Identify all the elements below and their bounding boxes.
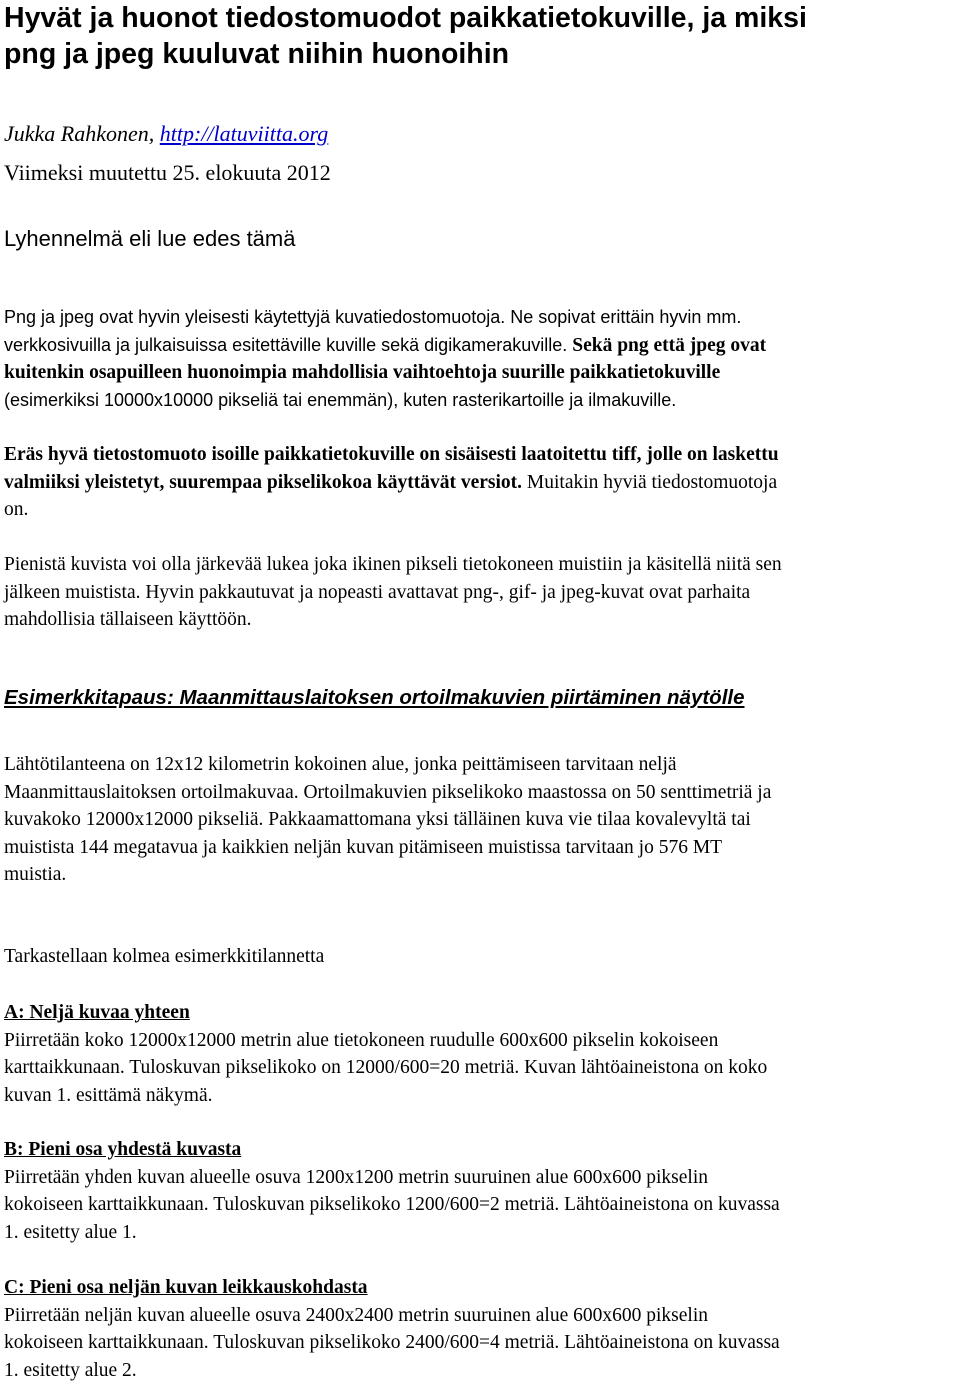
small-images-line-2: jälkeen muistista. Hyvin pakkautuvat ja nopeasti avattavat png-, gif- ja jpeg-kuvat ovat parhaita bbox=[4, 581, 751, 603]
case-c-heading: C: Pieni osa neljän kuvan leikkauskohdasta bbox=[4, 1277, 368, 1298]
start-line-5: muistia. bbox=[4, 864, 67, 885]
modified-date: Viimeksi muutettu 25. elokuuta 2012 bbox=[4, 160, 331, 185]
summary-paragraph bbox=[4, 304, 766, 414]
small-images-line-1: Pienistä kuvista voi olla järkevää lukea joka ikinen pikseli tietokoneen muistiin ja käsitellä niitä sen bbox=[4, 554, 782, 575]
good-format-line-3: on. bbox=[4, 499, 29, 520]
case-a-line-1: Piirretään koko 12000x12000 metrin alue tietokoneen ruudulle 600x600 pikselin kokoiseen bbox=[4, 1029, 719, 1051]
summary-line-4: (esimerkiksi 10000x10000 pikseliä tai enemmän), kuten rasterikartoille ja ilmakuville. bbox=[4, 389, 677, 410]
case-c-line-2: kokoiseen karttaikkunaan. Tuloskuvan pikselikoko 2400/600=4 metriä. Lähtöaineistona on kuvassa bbox=[4, 1332, 780, 1353]
example-heading: Esimerkkitapaus: Maanmittauslaitoksen ortoilmakuvien piirtäminen näytölle bbox=[4, 686, 745, 709]
summary-heading: Lyhennelmä eli lue edes tämä bbox=[4, 226, 296, 251]
start-line-1: Lähtötilanteena on 12x12 kilometrin kokoinen alue, jonka peittämiseen tarvitaan neljä bbox=[4, 754, 677, 775]
case-a-line-3: kuvan 1. esittämä näkymä. bbox=[4, 1084, 213, 1106]
summary-line-2: verkkosivuilla ja julkaisuissa esitettäville kuville sekä digikamerakuville. bbox=[4, 334, 573, 355]
case-c-line-1: Piirretään neljän kuvan alueelle osuva 2400x2400 metrin suuruinen alue 600x600 pikselin bbox=[4, 1304, 708, 1326]
summary-line-2-bold: Sekä png että jpeg ovat bbox=[572, 334, 767, 356]
case-a-line-2: karttaikkunaan. Tuloskuvan pikselikoko on 12000/600=20 metriä. Kuvan lähtöaineistona on koko bbox=[4, 1057, 768, 1078]
author-line bbox=[4, 120, 328, 148]
author-website-link[interactable]: http://latuviitta.org bbox=[159, 121, 329, 146]
title-line-1: Hyvät ja huonot tiedostomuodot paikkatietokuville, ja miksi bbox=[4, 2, 807, 34]
case-b bbox=[4, 1136, 780, 1246]
summary-line-3-bold: kuitenkin osapuilleen huonoimpia mahdollisia vaihtoehtoja suurille paikkatietokuville bbox=[4, 362, 721, 383]
good-format-paragraph bbox=[4, 441, 779, 524]
case-b-heading: B: Pieni osa yhdestä kuvasta bbox=[4, 1139, 242, 1160]
case-c-line-3: 1. esitetty alue 2. bbox=[4, 1359, 137, 1381]
good-format-line-2: Muitakin hyviä tiedostomuotoja bbox=[522, 471, 778, 493]
small-images-paragraph bbox=[4, 551, 782, 634]
start-line-3: kuvakoko 12000x12000 pikseliä. Pakkaamattomana yksi tälläinen kuva vie tilaa kovalevyltä tai bbox=[4, 809, 751, 830]
title-line-2: png ja jpeg kuuluvat niihin huonoihin bbox=[4, 38, 510, 70]
start-line-4: muistista 144 megatavua ja kaikkien neljän kuvan pitämiseen muistissa tarvitaan jo 576 MT bbox=[4, 836, 723, 858]
case-a-heading: A: Neljä kuvaa yhteen bbox=[4, 1002, 190, 1023]
summary-line-1: Png ja jpeg ovat hyvin yleisesti käytettyjä kuvatiedostomuotoja. Ne sopivat erittäin hyvin mm. bbox=[4, 307, 742, 327]
case-b-line-2: kokoiseen karttaikkunaan. Tuloskuvan pikselikoko 1200/600=2 metriä. Lähtöaineistona on kuvassa bbox=[4, 1194, 780, 1215]
good-format-line-2-bold: valmiiksi yleistetyt, suurempaa pikselikokoa käyttävät versiot. bbox=[4, 471, 523, 493]
small-images-line-3: mahdollisia tällaiseen käyttöön. bbox=[4, 609, 252, 630]
case-a bbox=[4, 999, 767, 1109]
cases-intro: Tarkastellaan kolmea esimerkkitilannetta bbox=[4, 946, 325, 967]
case-b-line-1: Piirretään yhden kuvan alueelle osuva 1200x1200 metrin suuruinen alue 600x600 pikselin bbox=[4, 1166, 709, 1188]
author-name: Jukka Rahkonen, bbox=[4, 121, 160, 146]
start-situation-paragraph bbox=[4, 751, 771, 889]
start-line-2: Maanmittauslaitoksen ortoilmakuvaa. Ortoilmakuvien pikselikoko maastossa on 50 senttimetriä ja bbox=[4, 781, 772, 803]
case-c bbox=[4, 1274, 780, 1384]
case-b-line-3: 1. esitetty alue 1. bbox=[4, 1221, 137, 1243]
good-format-line-1: Eräs hyvä tietostomuoto isoille paikkatietokuville on sisäisesti laatoitettu tiff, jolle on laskettu bbox=[4, 444, 779, 465]
document-title bbox=[4, 0, 807, 72]
